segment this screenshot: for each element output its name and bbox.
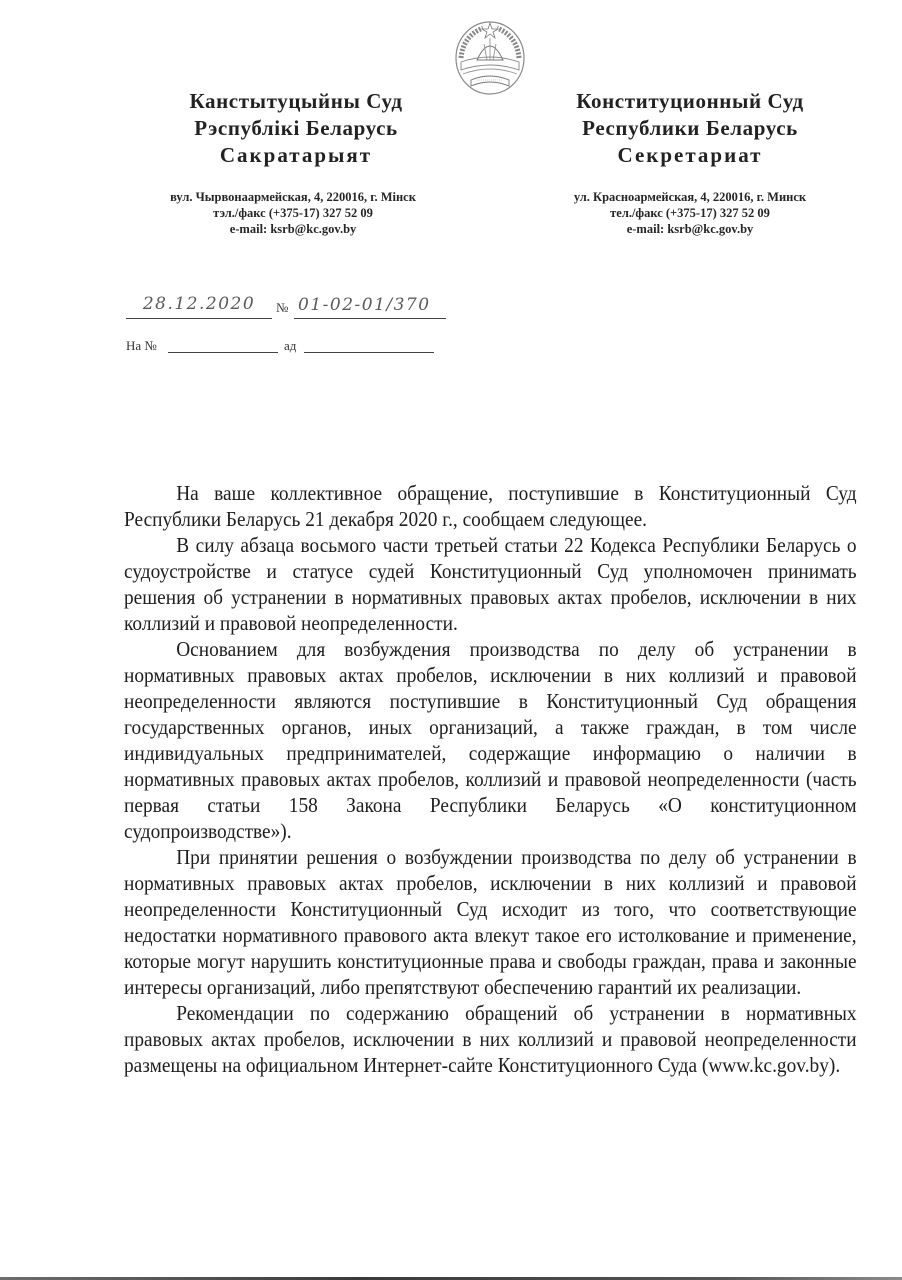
org-email: e-mail: ksrb@kc.gov.by [626, 222, 754, 236]
paragraph: Основанием для возбуждения производства по делу об устранении в нормативных правовых актах пробелов, исключении в них коллизий и правовой неопределенности являются поступившие в Конституционный Суд обращения государственных органов, иных организаций, а также граждан, в том числе индивидуальных предпринимателей, содержащие информацию о наличии в нормативных правовых актах пробелов, коллизий и правовой неопределенности (часть первая статьи 158 Закона Республики Беларусь «О конституционном судопроизводстве»). [124, 637, 857, 843]
org-department: Секретариат [617, 143, 763, 167]
number-label: № [276, 300, 289, 315]
org-phone: тэл./факс (+375-17) 327 52 09 [213, 206, 373, 220]
header-russian [520, 88, 860, 237]
belarus-state-emblem-icon [453, 18, 527, 96]
org-department: Сакратарыят [219, 143, 373, 167]
org-name-line: Конституционный Суд [576, 89, 804, 113]
paragraph: На ваше коллективное обращение, поступившие в Конституционный Суд Республики Беларусь 21 декабря 2020 г., сообщаем следующее. [124, 481, 857, 531]
registration-line [126, 294, 446, 324]
org-address: вул. Чырвонаармейская, 4, 220016, г. Мінск [170, 190, 416, 204]
org-email: e-mail: ksrb@kc.gov.by [229, 222, 357, 236]
from-label: ад [284, 338, 297, 353]
paragraph: В силу абзаца восьмого части третьей статьи 22 Кодекса Республики Беларусь о судоустройстве и статусе судей Конституционный Суд уполномочен принимать решения об устранении в нормативных правовых актах пробелов, исключении в них коллизий и правовой неопределенности. [124, 533, 857, 635]
paragraph: При принятии решения о возбуждении производства по делу об устранении в нормативных правовых актах пробелов, исключении в них коллизий и правовой неопределенности Конституционный Суд исходит из того, что соответствующие недостатки нормативного правового акта влекут такое его истолкование и применение, которые могут нарушить конституционные права и свободы граждан, права и законные интересы организаций, либо препятствуют обеспечению гарантий их реализации. [124, 845, 857, 999]
header-belarusian [126, 88, 466, 237]
outgoing-number-field [294, 294, 446, 319]
reply-reference-line [126, 338, 436, 356]
org-name-line: Республики Беларусь [582, 116, 798, 140]
outgoing-number: 01-02-01/370 [298, 295, 431, 315]
outgoing-date: 28.12.2020 [126, 294, 272, 319]
reply-to-label: На № [126, 338, 157, 353]
org-name-line: Рэспублікі Беларусь [194, 116, 398, 140]
paragraph: Рекомендации по содержанию обращений об устранении в нормативных правовых актах пробелов, исключении в них коллизий и правовой неопределенности размещены на официальном Интернет-сайте Конституционного Суда (www.kc.gov.by). [124, 1001, 857, 1077]
org-phone: тел./факс (+375-17) 327 52 09 [610, 206, 770, 220]
from-date-blank [304, 352, 434, 353]
reply-to-number-blank [168, 352, 278, 353]
org-name-line: Канстытуцыйны Суд [189, 89, 403, 113]
org-address: ул. Красноармейская, 4, 220016, г. Минск [573, 190, 807, 204]
letter-body [124, 480, 857, 1078]
